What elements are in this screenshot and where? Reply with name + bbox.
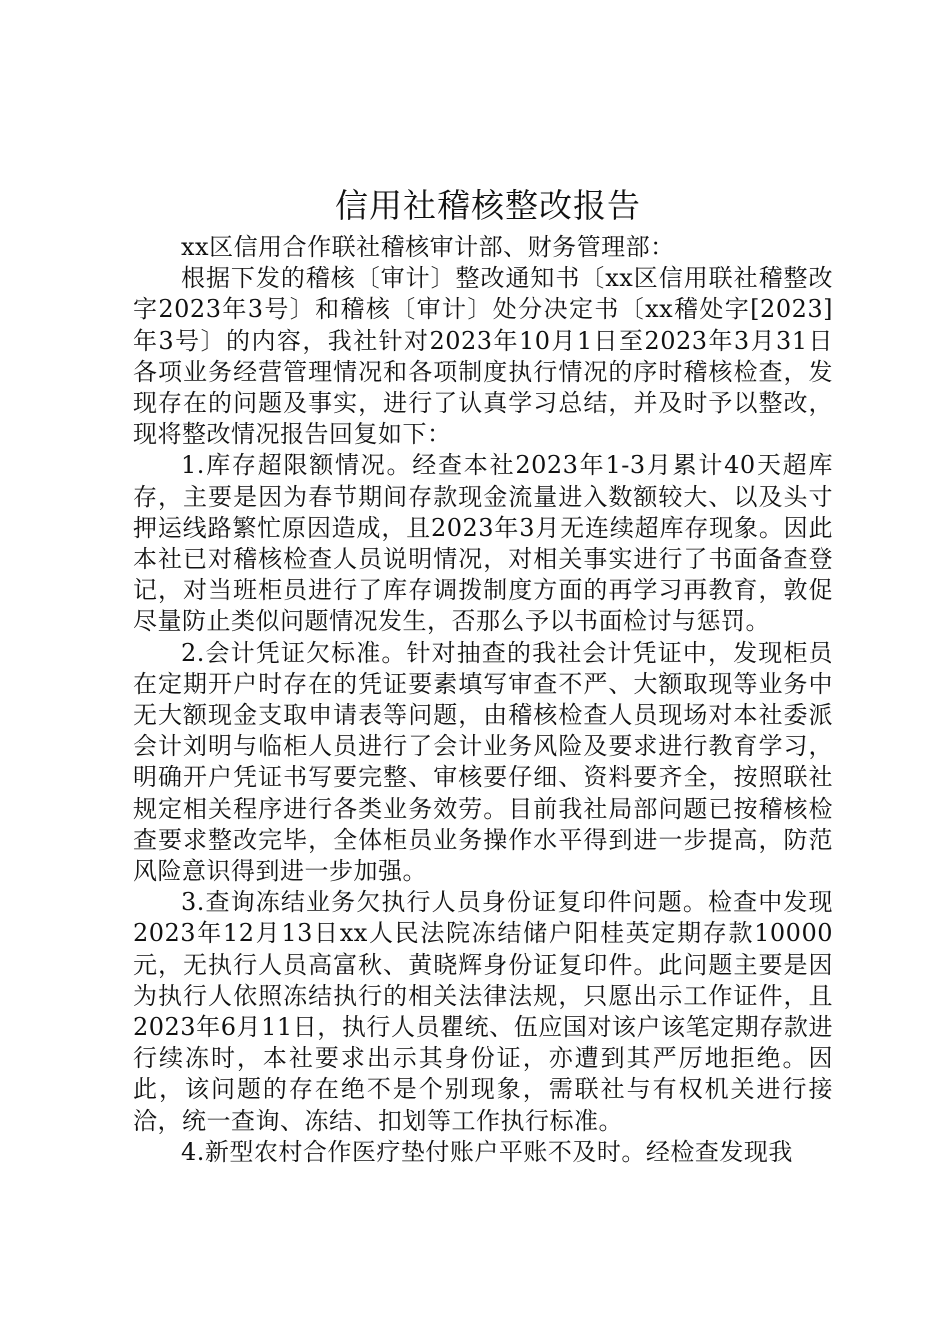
paragraph-item-3: 3.查询冻结业务欠执行人员身份证复印件问题。检查中发现2023年12月13日xx人民法院冻结储户阳桂英定期存款10000元，无执行人员高富秋、黄晓辉身份证复印件。此问题主要是因为执行人依照冻结执行的相关法律法规，只愿出示工作证件，且2023年6月11日，执行人员瞿统、伍应国对该户该笔定期存款进行续冻时，本社要求出示其身份证，亦遭到其严厉地拒绝。因此，该问题的存在绝不是个别现象，需联社与有权机关进行接洽，统一查询、冻结、扣划等工作执行标准。 [133, 888, 833, 1135]
salutation: xx区信用合作联社稽核审计部、财务管理部： [181, 233, 675, 261]
document-title: 信用社稽核整改报告 [335, 186, 641, 225]
paragraph-item-2: 2.会计凭证欠标准。针对抽查的我社会计凭证中，发现柜员在定期开户时存在的凭证要素填写审查不严、大额取现等业务中无大额现金支取申请表等问题，由稽核检查人员现场对本社委派会计刘明与临柜人员进行了会计业务风险及要求进行教育学习，明确开户凭证书写要完整、审核要仔细、资料要齐全，按照联社规定相关程序进行各类业务效劳。目前我社局部问题已按稽核检查要求整改完毕，全体柜员业务操作水平得到进一步提高，防范风险意识得到进一步加强。 [133, 638, 833, 886]
paragraph-item-4: 4.新型农村合作医疗垫付账户平账不及时。经检查发现我 [181, 1137, 793, 1166]
paragraph-intro: 根据下发的稽核〔审计〕整改通知书〔xx区信用联社稽整改字2023年3号〕和稽核〔审计〕处分决定书〔xx稽处字[2023]年3号〕的内容，我社针对2023年10月1日至2023年3月31日各项业务经营管理情况和各项制度执行情况的序时稽核检查，发现存在的问题及事实，进行了认真学习总结，并及时予以整改，现将整改情况报告回复如下： [133, 264, 833, 449]
document-page [133, 180, 833, 1168]
paragraph-item-1: 1.库存超限额情况。经查本社2023年1-3月累计40天超库存，主要是因为春节期间存款现金流量进入数额较大、以及头寸押运线路繁忙原因造成，且2023年3月无连续超库存现象。因此本社已对稽核检查人员说明情况，对相关事实进行了书面备查登记，对当班柜员进行了库存调拨制度方面的再学习再教育，敦促尽量防止类似问题情况发生，否那么予以书面检讨与惩罚。 [133, 451, 833, 636]
